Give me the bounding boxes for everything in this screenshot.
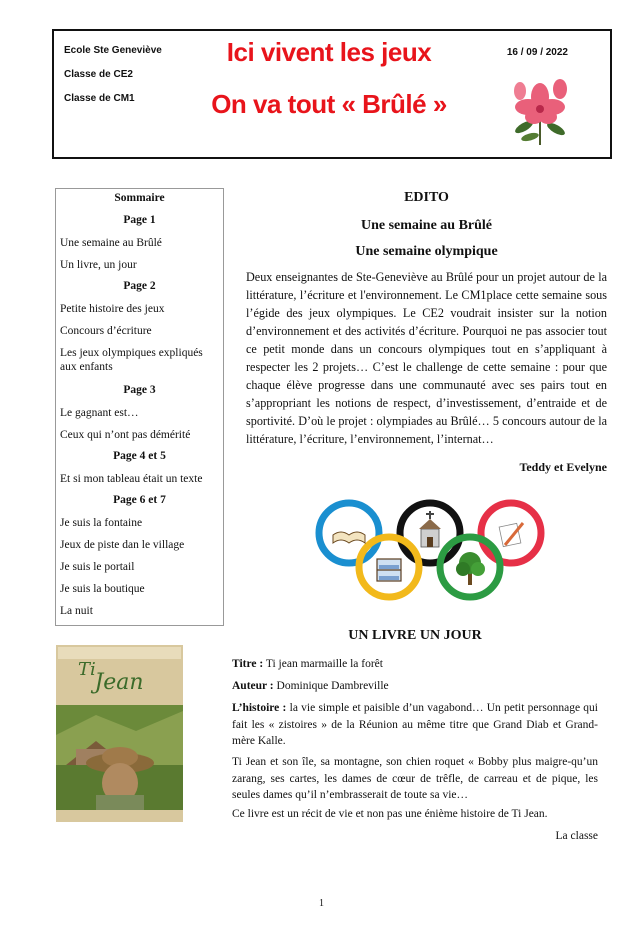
table-of-contents <box>55 188 224 626</box>
page-number: 1 <box>319 898 324 909</box>
book-title-value: Ti jean marmaille la forêt <box>263 658 383 670</box>
toc-page-heading: Page 1 <box>123 214 156 226</box>
class-cm1: Classe de CM1 <box>64 93 135 104</box>
toc-item: La nuit <box>60 605 93 617</box>
toc-page-heading: Page 4 et 5 <box>113 450 166 462</box>
newspaper-subtitle: On va tout « Brûlé » <box>211 89 447 119</box>
open-book-icon <box>333 532 365 543</box>
toc-item: Concours d’écriture <box>60 325 152 337</box>
toc-item: Je suis la boutique <box>60 583 145 595</box>
newspaper-title: Ici vivent les jeux <box>226 37 432 67</box>
church-icon <box>419 511 441 547</box>
book-story-value: la vie simple et paisible d’un vagabond… Un petit personnage qui fait les « zistoires » de la Réunion au même titre que Grand Diab et Grand-mère Kalle. <box>232 702 598 747</box>
svg-text:Ti: Ti <box>78 659 96 680</box>
class-ce2: Classe de CE2 <box>64 69 133 80</box>
toc-item: Jeux de piste dan le village <box>60 539 185 551</box>
book-signature: La classe <box>555 830 598 842</box>
issue-date: 16 / 09 / 2022 <box>506 47 568 58</box>
svg-text:Jean: Jean <box>94 670 144 695</box>
olympic-rings-icon <box>313 495 548 607</box>
book-author-line <box>232 678 598 695</box>
edito-subheading: Une semaine olympique <box>355 244 498 259</box>
book-author-value: Dominique Dambreville <box>273 680 389 692</box>
toc-item: Les jeux olympiques expliqués aux enfants <box>60 347 203 373</box>
toc-item: Petite histoire des jeux <box>60 303 165 315</box>
masthead <box>52 29 612 159</box>
toc-item: Une semaine au Brûlé <box>60 237 162 249</box>
flower-icon <box>510 77 570 145</box>
toc-page-heading: Page 6 et 7 <box>113 494 166 506</box>
book-title-line <box>232 656 598 673</box>
book-paragraph: Ce livre est un récit de vie et non pas une énième histoire de Ti Jean. <box>232 808 548 820</box>
toc-page-heading: Page 3 <box>123 384 156 396</box>
toc-item: Le gagnant est… <box>60 407 139 419</box>
book-story-line <box>232 700 598 750</box>
toc-item: Et si mon tableau était un texte <box>60 473 203 485</box>
tree-icon <box>456 552 485 585</box>
school-name: Ecole Ste Geneviève <box>64 45 162 56</box>
toc-item: Je suis la fontaine <box>60 517 143 529</box>
toc-item: Je suis le portail <box>60 561 135 573</box>
toc-item: Ceux qui n’ont pas démérité <box>60 429 191 441</box>
bunk-bed-icon <box>377 559 401 581</box>
writing-icon <box>499 523 523 547</box>
toc-item: Un livre, un jour <box>60 259 137 271</box>
book-paragraph: Ti Jean et son île, sa montagne, son chien roquet « Bobby plus maigre-qu’un zarang, ses cartes, les dames de cœur de trêfle, de carreau et de pique, les seules dames qu’il n’embrasserait de toute sa vie… <box>232 756 598 801</box>
edito-heading: EDITO <box>404 190 449 205</box>
book-review-heading: UN LIVRE UN JOUR <box>348 628 482 643</box>
edito-subheading: Une semaine au Brûlé <box>360 218 493 233</box>
book-title-label: Titre : <box>232 658 264 670</box>
toc-page-heading: Page 2 <box>123 280 156 292</box>
edito-signature: Teddy et Evelyne <box>519 460 607 474</box>
book-author-label: Auteur : <box>232 680 274 692</box>
book-cover-image <box>56 645 183 822</box>
book-story-label: L’histoire : <box>232 702 287 714</box>
edito-body: Deux enseignantes de Ste-Geneviève au Brûlé pour un projet autour de la littérature, l’écriture et l'environnement. Le CM1place cette semaine sous l’égide des jeux olympiques. Le CE2 voudrait insister sur la notion d’environnement et des activités d’écriture. Pourquoi ne pas associer tout ce petit monde dans un concours olympiques tout en s’appliquant à respecter les 2 projets… C’est le challenge de cette semaine : pour que chaque élève progresse dans une communauté avec ses pairs tout en s’appropriant les notions de respect, d’investissement, d’entraide et de sportivité. D’où le projet : olympiades au Brûlé… 5 concours autour de la littérature, l’écriture, l’environnement, l’internat… <box>246 270 607 446</box>
toc-title: Sommaire <box>114 192 165 204</box>
